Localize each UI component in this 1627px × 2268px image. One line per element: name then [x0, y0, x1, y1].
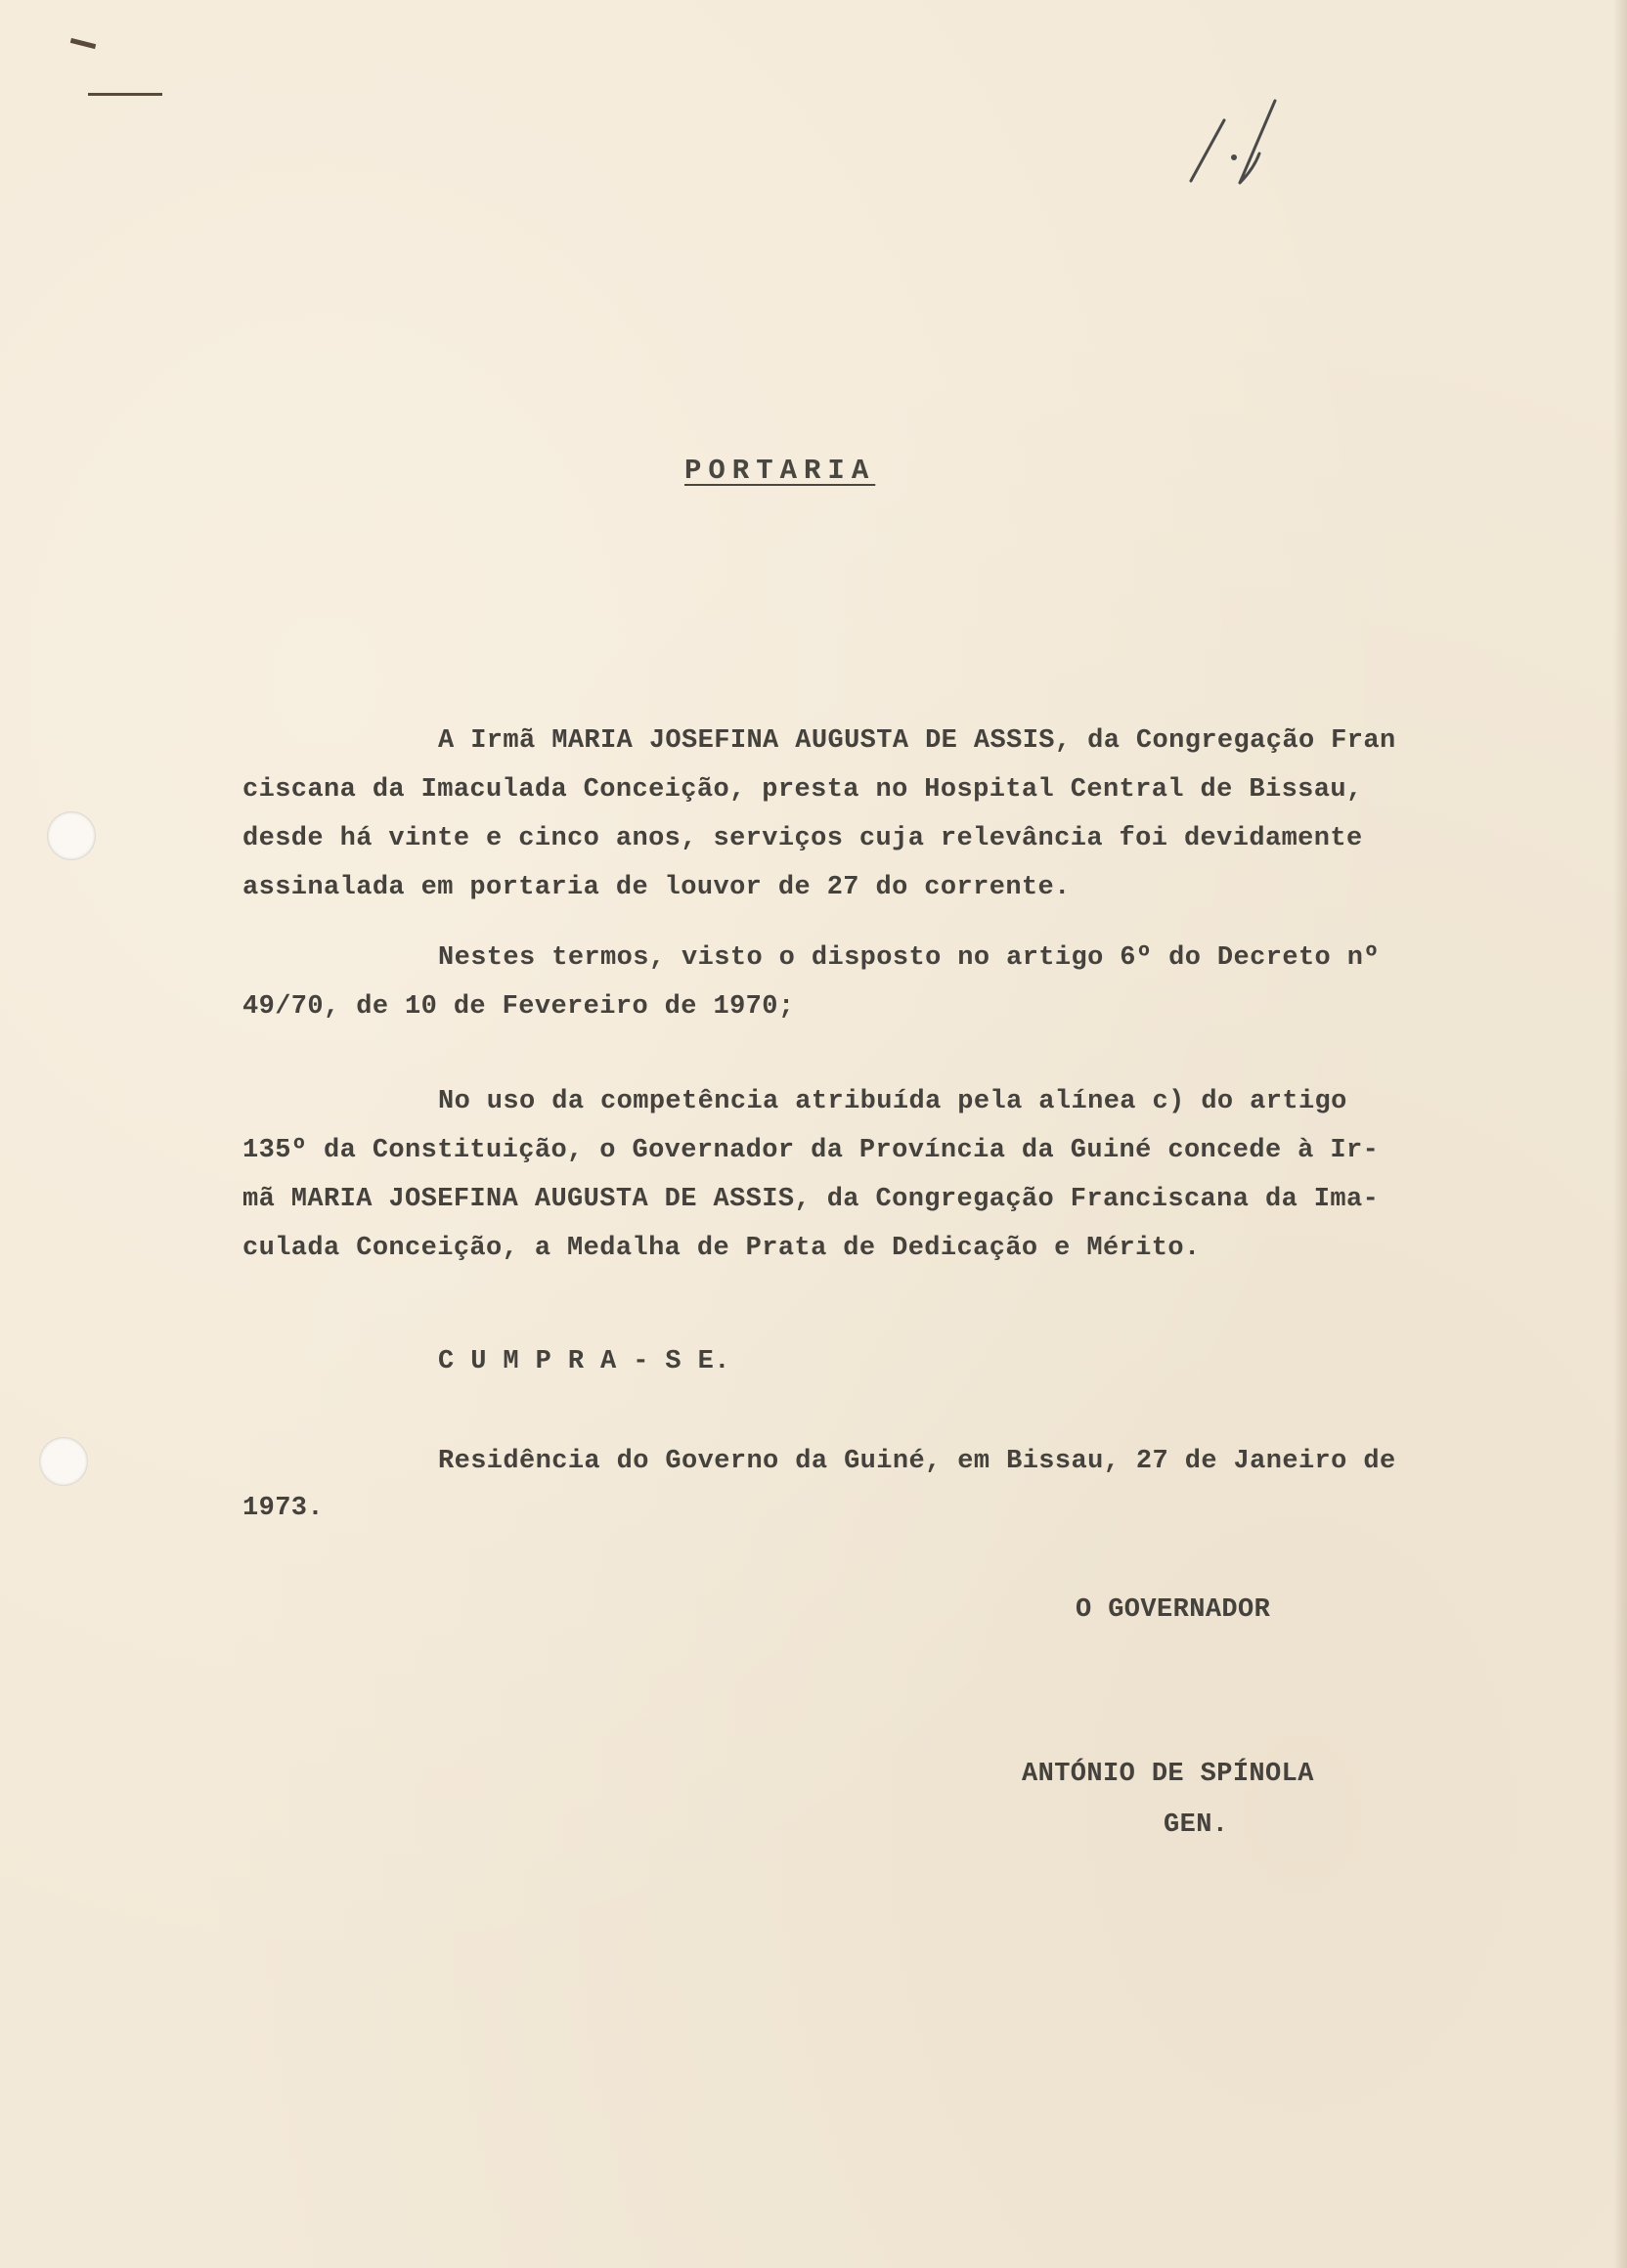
signature-name: ANTÓNIO DE SPÍNOLA: [1022, 1760, 1314, 1789]
handwritten-page-number: [1183, 93, 1281, 200]
paragraph1-line: ciscana da Imaculada Conceição, presta no Hospital Central de Bissau,: [242, 775, 1363, 805]
paragraph3-line: No uso da competência atribuída pela alínea c) do artigo: [438, 1087, 1347, 1116]
place-date-line: Residência do Governo da Guiné, em Bissau, 27 de Janeiro de: [438, 1447, 1396, 1476]
page-edge-shadow: [1613, 0, 1627, 2268]
paragraph1-line: A Irmã MARIA JOSEFINA AUGUSTA DE ASSIS, da Congregação Fran: [438, 726, 1396, 756]
paragraph2-line: Nestes termos, visto o disposto no artigo 6º do Decreto nº: [438, 943, 1380, 973]
punch-hole-bottom: [39, 1437, 88, 1486]
ink-mark: [70, 38, 96, 49]
punch-hole-top: [47, 811, 96, 860]
paragraph1-line: desde há vinte e cinco anos, serviços cuja relevância foi devidamente: [242, 824, 1363, 853]
paragraph1-line: assinalada em portaria de louvor de 27 do corrente.: [242, 873, 1071, 902]
ink-mark: [88, 93, 162, 96]
document-title: PORTARIA: [684, 455, 876, 487]
paragraph3-line: culada Conceição, a Medalha de Prata de Dedicação e Mérito.: [242, 1234, 1201, 1263]
closing-formula: C U M P R A - S E.: [438, 1347, 730, 1376]
paragraph3-line: mã MARIA JOSEFINA AUGUSTA DE ASSIS, da Congregação Franciscana da Ima-: [242, 1185, 1380, 1214]
place-date-line: 1973.: [242, 1494, 325, 1523]
paragraph3-line: 135º da Constituição, o Governador da Província da Guiné concede à Ir-: [242, 1136, 1380, 1165]
signature-rank: GEN.: [1164, 1810, 1229, 1840]
paragraph2-line: 49/70, de 10 de Fevereiro de 1970;: [242, 992, 795, 1022]
signature-role: O GOVERNADOR: [1076, 1595, 1271, 1625]
